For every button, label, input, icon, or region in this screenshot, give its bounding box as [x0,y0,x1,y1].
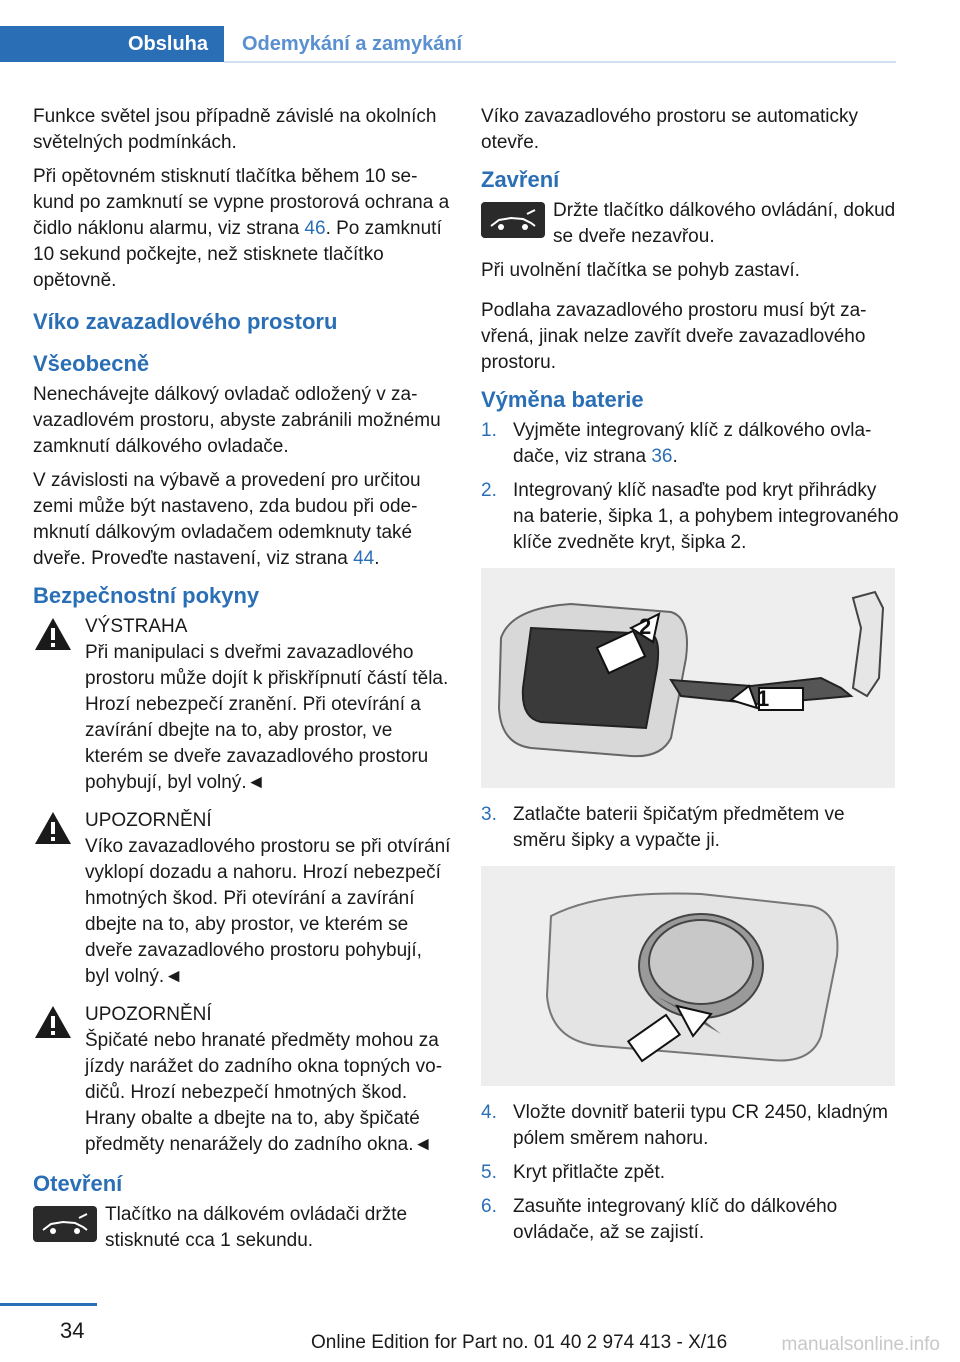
text: . Po zamknutí 10 sekund počkejte, než stisknete tlačítko opětovně. [33,218,442,291]
text: . [374,548,380,569]
paragraph: Podlaha zavazadlového prostoru musí být zavřená, jinak nelze zavřít dveře zavazadlového prostoru. [481,300,867,373]
open-instruction [33,1202,451,1254]
page-link[interactable]: 36 [651,446,673,467]
left-column [33,104,451,1262]
notice-text: Špičaté nebo hranaté předměty mohou za jízdy narážet do zadního okna topných vodičů. Hrozí nebezpečí hmotných škod. Hrany obalte a dbejte na to, aby špičaté předměty nenarážely do zadního okna.◄ [85,1030,443,1155]
warning-triangle-icon [33,1004,73,1040]
header-tabbar [0,0,960,62]
paragraph: Funkce světel jsou případně závislé na okolních světelných podmínkách. [33,106,437,153]
list-item [481,478,899,556]
paragraph [33,164,451,294]
tab-obsluha[interactable]: Obsluha [0,26,224,62]
key-battery-cover-illustration [481,568,895,788]
list-item [481,418,899,470]
right-column [481,104,899,1254]
steps-list [481,802,899,854]
subheading-general: Všeobecně [33,351,150,376]
subheading-open: Otevření [33,1171,123,1196]
steps-list [481,418,899,556]
arrow-label-1: 1 [757,686,770,711]
subheading-close: Zavření [481,167,560,192]
open-text: Tlačítko na dálkovém ovládači držte stisknuté cca 1 sekundu. [105,1204,408,1251]
section-heading-trunk: Víko zavazadlového prostoru [33,309,338,334]
illustration-svg [481,866,895,1086]
warning-triangle-icon [33,616,73,652]
page-number: 34 [60,1318,85,1343]
steps-list [481,1100,899,1246]
step-number: 2. [481,480,497,501]
step-number: 3. [481,804,497,825]
step-text: Vložte dovnitř baterii typu CR 2450, kladným pólem směrem nahoru. [513,1102,888,1149]
header-rule [224,61,896,63]
paragraph: Nenechávejte dálkový ovladač odložený v zavazadlovém prostoru, abyste zabránili možnému zamknutí dálkového ovladače. [33,384,441,457]
step-number: 1. [481,420,497,441]
close-instruction [481,198,899,250]
text: Při opětovném stisknutí tlačítka během 10 sekund po zamknutí se vypne prostorová ochrana a čidlo náklonu alarmu, viz strana [33,166,450,239]
car-trunk-icon [481,202,545,238]
close-text: Držte tlačítko dálkového ovládání, dokud se dveře nezavřou. [553,200,896,247]
warning-text: Při manipulaci s dveřmi zavazadlového prostoru může dojít k přiskřípnutí částí těla. Hrozí nebezpečí zranění. Při otevírání a zavírání dbejte na to, aby prostor, ve kterém se dveře zavazadlového prostoru pohybují, byl volný.◄ [85,642,449,793]
arrow-label-2: 2 [639,614,652,639]
list-item [481,1160,899,1186]
notice-box [33,808,451,990]
step-text: Vyjměte integrovaný klíč z dálkového ovladače, viz strana [513,420,872,467]
car-trunk-icon [33,1206,97,1242]
subheading-battery: Výměna baterie [481,387,644,412]
battery-removal-illustration [481,866,895,1086]
step-text: . [672,446,678,467]
edition-note: Online Edition for Part no. 01 40 2 974 413 - X/16 [311,1332,728,1353]
watermark: manualsonline.info [781,1334,940,1355]
paragraph [33,468,451,572]
step-number: 6. [481,1196,497,1217]
page-link[interactable]: 44 [353,548,375,569]
notice-text: Víko zavazadlového prostoru se při otvírání vyklopí dozadu a nahoru. Hrozí nebezpečí hmotných škod. Při otevírání a zavírání dbejte na to, aby prostor, ve kterém se dveře zavazadlového prostoru pohybují, byl volný.◄ [85,836,451,987]
subheading-safety: Bezpečnostní pokyny [33,583,260,608]
step-number: 5. [481,1162,497,1183]
paragraph: Víko zavazadlového prostoru se automaticky otevře. [481,106,859,153]
paragraph: Při uvolnění tlačítka se pohyb zastaví. [481,260,800,281]
step-text: Zatlačte baterii špičatým předmětem ve směru šipky a vypačte ji. [513,804,845,851]
footer-rule [0,1303,97,1306]
list-item [481,1100,899,1152]
warning-title: VÝSTRAHA [85,616,188,637]
list-item [481,802,899,854]
page-link[interactable]: 46 [304,218,326,239]
notice-title: UPOZORNĚNÍ [85,1004,212,1025]
step-text: Integrovaný klíč nasaďte pod kryt přihrádky na baterie, šipka 1, a pohybem integrovaného klíče zvedněte kryt, šipka 2. [513,480,899,553]
warning-box [33,614,451,796]
text: V závislosti na výbavě a provedení pro určitou zemi může být nastaveno, zda budou při odemknutí dálkovým ovladačem odemknuty také dveře. Proveďte nastavení, viz strana [33,470,421,569]
list-item [481,1194,899,1246]
notice-box [33,1002,451,1158]
illustration-svg [481,568,895,788]
step-text: Zasuňte integrovaný klíč do dálkového ovládače, až se zajistí. [513,1196,838,1243]
warning-triangle-icon [33,810,73,846]
step-text: Kryt přitlačte zpět. [513,1162,666,1183]
step-number: 4. [481,1102,497,1123]
notice-title: UPOZORNĚNÍ [85,810,212,831]
tab-odemykani[interactable]: Odemykání a zamykání [242,33,463,55]
